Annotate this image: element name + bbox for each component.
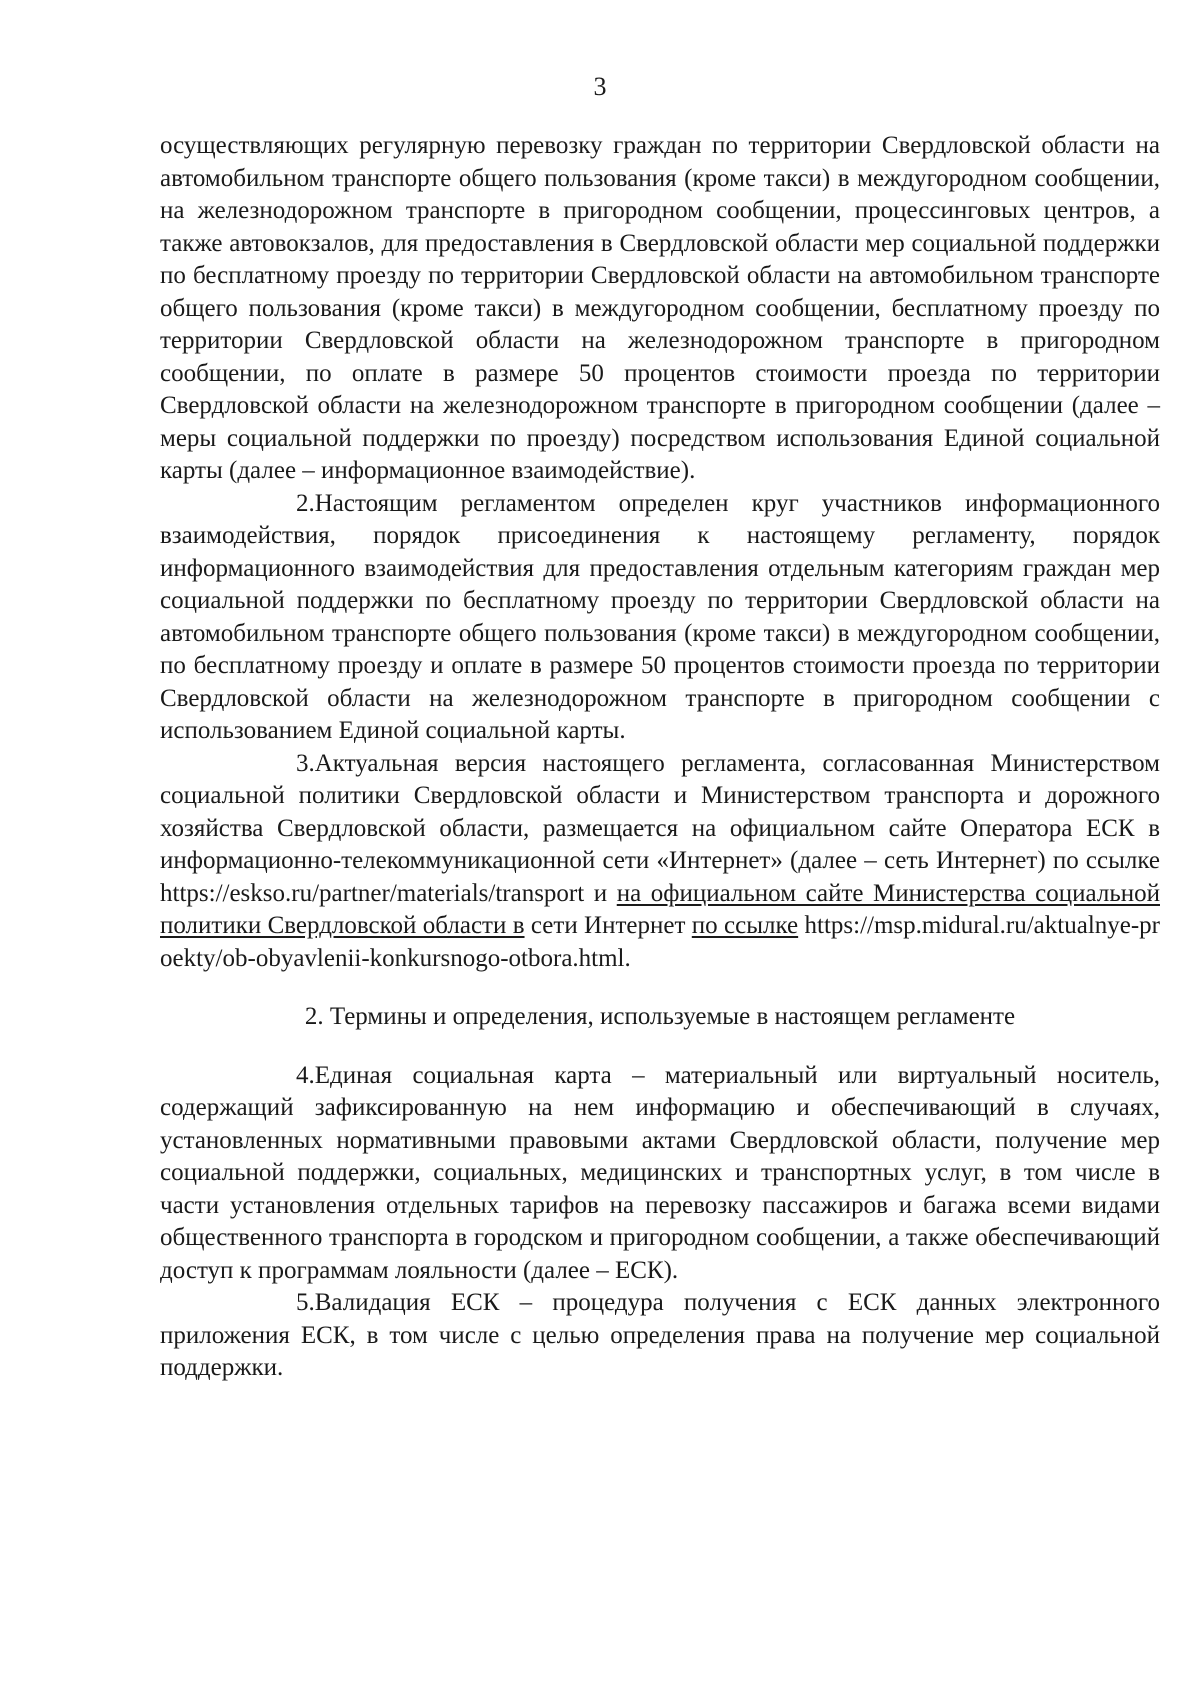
page-number: 3 <box>593 72 607 101</box>
clause-3 <box>160 748 1160 976</box>
clause-3-conj: и <box>593 879 608 907</box>
clause-3-underlined-link-label: по ссылке <box>691 912 799 939</box>
msp-link[interactable]: https://msp.midural.ru/aktualnye-proekty/ob-obyavlenii-konkursnogo-otbora.html. <box>160 912 1161 972</box>
clause-3-underlined-site: на официальном сайте Министерства социальной политики Свердловской области в <box>160 879 1160 939</box>
clause-3-network: сети Интернет <box>530 912 686 939</box>
section-heading: 2. Термины и определения, используемые в настоящем регламенте <box>304 1003 1016 1030</box>
clause-3-text: Актуальная версия настоящего регламента, согласованная Министерством социальной политики Свердловской области и Министерством транспорта и дорожного хозяйства Свердловской области, размещается на официальном сайте Оператора ЕСК в информационно-телекоммуникационной сети «Интернет» (далее – сеть Интернет) по ссылке <box>160 749 1160 874</box>
eskso-link[interactable]: https://eskso.ru/partner/materials/transport <box>160 879 585 907</box>
clause-2-text: Настоящим регламентом определен круг участников информационного взаимодействия, порядок присоединения к настоящему регламенту, порядок информационного взаимодействия для предоставления отдельным категориям граждан мер социальной поддержки по бесплатному проезду по территории Свердловской области на автомобильном транспорте общего пользования (кроме такси) в междугородном сообщении, по бесплатному проезду и оплате в размере 50 процентов стоимости проезда по территории Свердловской области на железнодорожном транспорте в пригородном сообщении с использованием Единой социальной карты. <box>160 489 1160 744</box>
clause-4-number: 4. <box>296 1061 315 1089</box>
clause-2 <box>160 488 1160 748</box>
intro-paragraph: осуществляющих регулярную перевозку граждан по территории Свердловской области на автомобильном транспорте общего пользования (кроме такси) в междугородном сообщении, на железнодорожном транспорте в пригородном сообщении, процессинговых центров, а также автовокзалов, для предоставления в Свердловской области мер социальной поддержки по бесплатному проезду по территории Свердловской области на автомобильном транспорте общего пользования (кроме такси) в междугородном сообщении, бесплатному проезду по территории Свердловской области на железнодорожном транспорте в пригородном сообщении, по оплате в размере 50 процентов стоимости проезда по территории Свердловской области на железнодорожном транспорте в пригородном сообщении (далее – меры социальной поддержки по проезду) посредством использования Единой социальной карты (далее – информационное взаимодействие). <box>160 132 1160 484</box>
clause-4-text: Единая социальная карта – материальный или виртуальный носитель, содержащий зафиксированную на нем информацию и обеспечивающий в случаях, установленных нормативными правовыми актами Свердловской области, получение мер социальной поддержки, социальных, медицинских и транспортных услуг, в том числе в части установления отдельных тарифов на перевозку пассажиров и багажа всеми видами общественного транспорта в городском и пригородном сообщении, а также обеспечивающий доступ к программам лояльности (далее – ЕСК). <box>160 1061 1160 1284</box>
clause-2-number: 2. <box>296 489 315 517</box>
clause-5 <box>160 1287 1160 1385</box>
document-body <box>160 130 1160 1385</box>
clause-4 <box>160 1060 1160 1288</box>
clause-5-number: 5. <box>296 1289 315 1316</box>
clause-5-text: Валидация ЕСК – процедура получения с ЕСК данных электронного приложения ЕСК, в том числе с целью определения права на получение мер социальной поддержки. <box>160 1289 1160 1381</box>
clause-3-number: 3. <box>296 749 315 777</box>
